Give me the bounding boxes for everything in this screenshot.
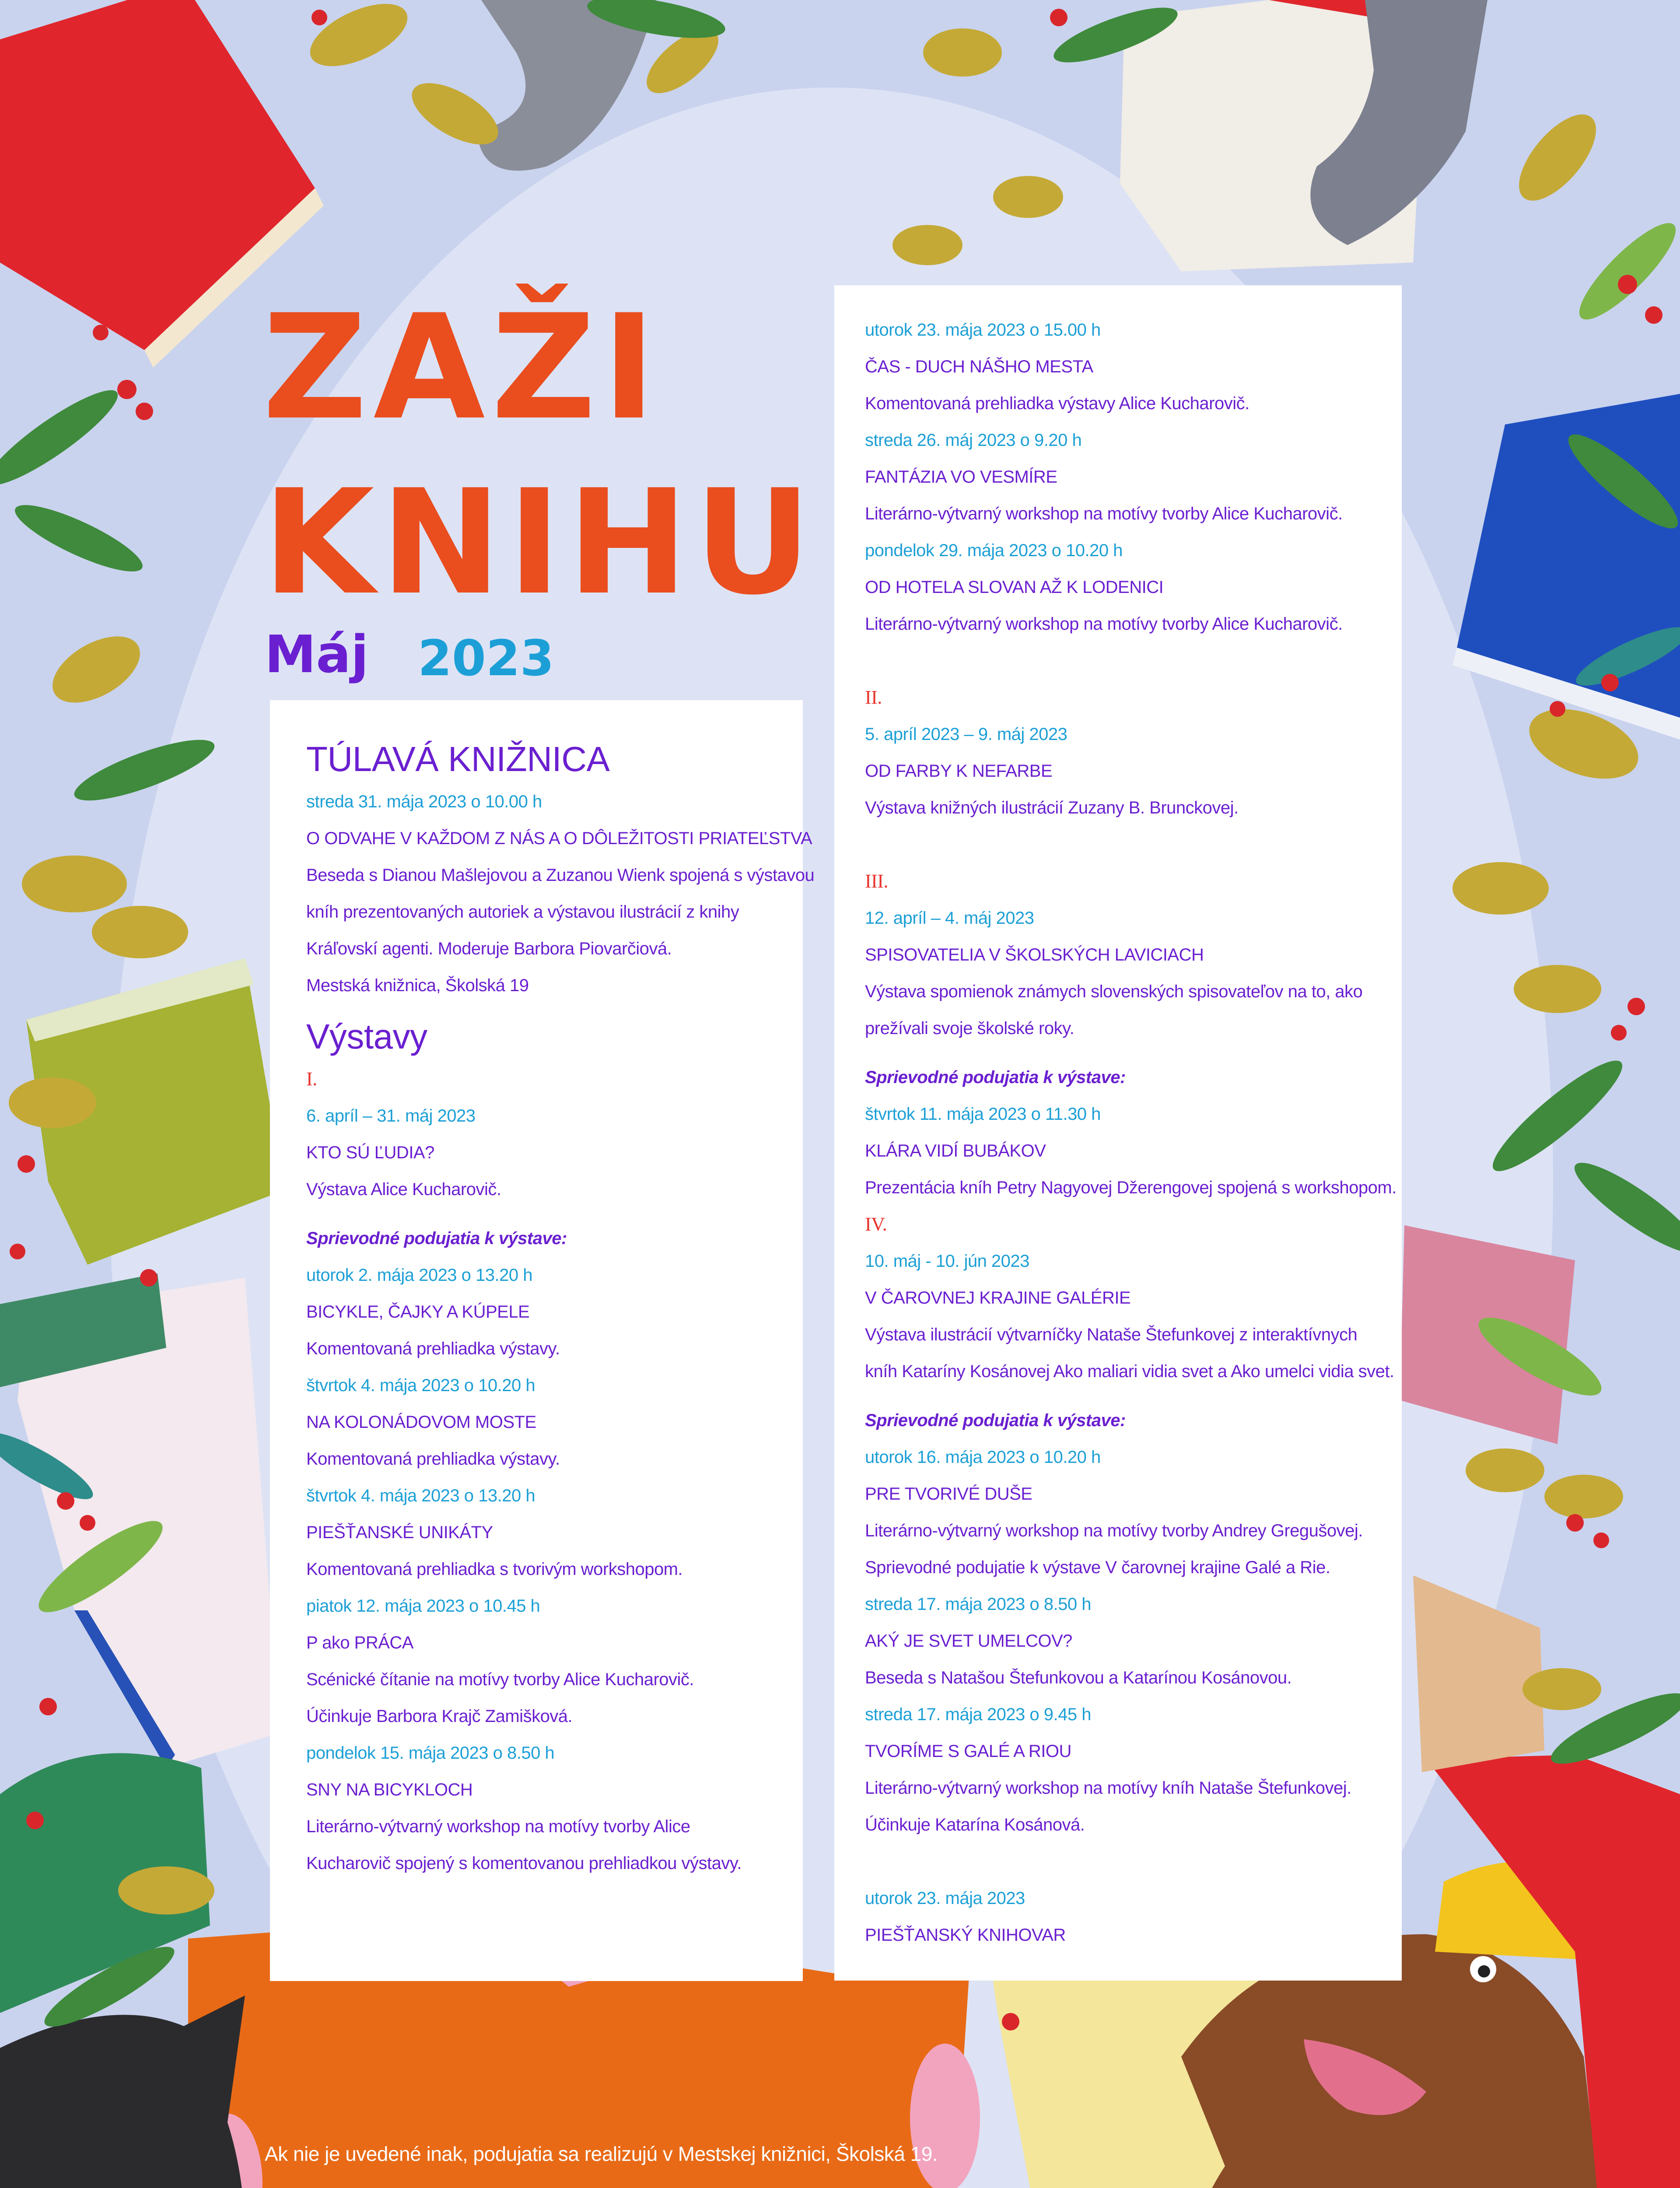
event-text: Sprievodné podujatie k výstave V čarovnej krajine Galé a Rie. [865,1558,1330,1577]
event-text: OD FARBY K NEFARBE [865,761,1053,781]
year-label: 2023 [418,630,554,687]
poster-title [262,280,831,630]
event-text: kníh prezentovaných autoriek a výstavou ilustrácií z knihy [306,902,739,922]
event-text: PRE TVORIVÉ DUŠE [865,1484,1032,1504]
event-text: Literárno-výtvarný workshop na motívy tvorby Andrey Gregušovej. [865,1521,1363,1540]
exhibition-number: I. [306,1068,317,1090]
exhibition-number: II. [865,687,882,708]
event-date: 5. apríl 2023 – 9. máj 2023 [865,725,1068,744]
event-text: AKÝ JE SVET UMELCOV? [865,1631,1072,1651]
event-text: KTO SÚ ĽUDIA? [306,1143,434,1162]
event-text: Komentovaná prehliadka výstavy Alice Kucharovič. [865,394,1250,413]
event-text: Účinkuje Barbora Krajč Zamišková. [306,1707,573,1726]
event-date: utorok 23. mája 2023 o 15.00 h [865,320,1101,340]
spacer [865,1390,1403,1402]
event-text: Literárno-výtvarný workshop na motívy tvorby Alice Kucharovič. [865,504,1343,523]
event-date: štvrtok 4. mája 2023 o 10.20 h [306,1376,536,1395]
event-text: ČAS - DUCH NÁŠHO MESTA [865,357,1093,376]
venue-note: Ak nie je uvedené inak, podujatia sa realizujú v Mestskej knižnici, Školská 19. [265,2142,938,2165]
accompanying-events-heading: Sprievodné podujatia k výstave: [865,1068,1126,1087]
event-text: Scénické čítanie na motívy tvorby Alice Kucharovič. [306,1670,694,1689]
event-text: Kráľovskí agenti. Moderuje Barbora Piovarčiová. [306,939,672,958]
accompanying-events-heading: Sprievodné podujatia k výstave: [306,1229,567,1248]
right-program-list [865,312,1403,1953]
event-text: FANTÁZIA VO VESMÍRE [865,467,1057,487]
event-date: utorok 2. mája 2023 o 13.20 h [306,1266,532,1285]
event-date: utorok 16. mája 2023 o 10.20 h [865,1448,1101,1467]
event-text: Mestská knižnica, Školská 19 [306,976,529,995]
left-program-list [306,783,815,1882]
exhibition-number: IV. [865,1213,887,1235]
event-date: streda 17. mája 2023 o 8.50 h [865,1595,1091,1614]
event-date: streda 26. máj 2023 o 9.20 h [865,431,1082,450]
event-text: BICYKLE, ČAJKY A KÚPELE [306,1302,530,1322]
event-text: PIEŠŤANSKÉ UNIKÁTY [306,1523,493,1542]
accompanying-events-heading: Sprievodné podujatia k výstave: [865,1411,1126,1430]
spacer [306,1208,805,1220]
event-text: Komentovaná prehliadka výstavy. [306,1449,560,1469]
event-text: NA KOLONÁDOVOM MOSTE [306,1413,536,1432]
spacer [865,1047,1403,1059]
event-date: štvrtok 11. mája 2023 o 11.30 h [865,1105,1101,1124]
event-text: KLÁRA VIDÍ BUBÁKOV [865,1141,1046,1161]
exhibition-number: III. [865,870,888,892]
event-text: V ČAROVNEJ KRAJINE GALÉRIE [865,1288,1131,1308]
event-date: streda 17. mája 2023 o 9.45 h [865,1705,1091,1724]
event-text: kníh Kataríny Kosánovej Ako maliari vidia svet a Ako umelci vidia svet. [865,1362,1394,1381]
event-text: Literárno-výtvarný workshop na motívy kníh Nataše Štefunkovej. [865,1778,1351,1798]
event-date: utorok 23. mája 2023 [865,1889,1025,1908]
event-date: pondelok 29. mája 2023 o 10.20 h [865,541,1123,560]
event-text: Kucharovič spojený s komentovanou prehliadkou výstavy. [306,1854,742,1873]
event-text: Literárno-výtvarný workshop na motívy tvorby Alice Kucharovič. [865,614,1343,634]
section-heading: Výstavy [306,1017,427,1056]
section-title: TÚLAVÁ KNIŽNICA [306,740,610,778]
event-text: Výstava knižných ilustrácií Zuzany B. Brunckovej. [865,798,1239,817]
event-text: Výstava ilustrácií výtvarníčky Nataše Štefunkovej z interaktívnych [865,1325,1358,1344]
title-line-1: ZAŽI [262,284,662,452]
spacer [865,826,1403,863]
event-date: piatok 12. mája 2023 o 10.45 h [306,1596,540,1616]
event-text: SNY NA BICYKLOCH [306,1780,473,1799]
event-text: Výstava spomienok známych slovenských spisovateľov na to, ako [865,982,1363,1001]
event-text: Prezentácia kníh Petry Nagyovej Džerengovej spojená s workshopom. [865,1178,1396,1197]
event-date: streda 31. mája 2023 o 10.00 h [306,792,542,811]
event-date: štvrtok 4. mája 2023 o 13.20 h [306,1486,536,1505]
event-date: pondelok 15. mája 2023 o 8.50 h [306,1743,555,1763]
event-text: PIEŠŤANSKÝ KNIHOVAR [865,1925,1066,1945]
event-text: Výstava Alice Kucharovič. [306,1180,501,1199]
event-text: Beseda s Natašou Štefunkovou a Katarínou Kosánovou. [865,1668,1292,1687]
spacer [865,642,1403,679]
event-text: prežívali svoje školské roky. [865,1019,1074,1038]
event-text: Komentovaná prehliadka s tvorivým workshopom. [306,1560,683,1579]
event-text: Komentovaná prehliadka výstavy. [306,1339,560,1358]
event-text: TVORÍME S GALÉ A RIOU [865,1742,1071,1761]
event-text: Literárno-výtvarný workshop na motívy tvorby Alice [306,1817,690,1836]
left-column-content [306,735,815,1882]
event-text: OD HOTELA SLOVAN AŽ K LODENICI [865,578,1164,597]
event-date: 12. apríl – 4. máj 2023 [865,908,1034,928]
month-label: Máj [265,624,369,684]
event-text: Beseda s Dianou Mašlejovou a Zuzanou Wienk spojená s výstavou [306,866,815,885]
event-text: P ako PRÁCA [306,1633,413,1652]
event-date: 6. apríl – 31. máj 2023 [306,1106,476,1126]
title-line-2: KNIHU [262,459,818,627]
event-text: Účinkuje Katarína Kosánová. [865,1815,1085,1834]
event-text: O ODVAHE V KAŽDOM Z NÁS A O DÔLEŽITOSTI PRIATEĽSTVA [306,829,812,848]
event-date: 10. máj - 10. jún 2023 [865,1252,1029,1271]
spacer [865,1843,1403,1880]
right-column-content [865,312,1403,1953]
event-text: SPISOVATELIA V ŠKOLSKÝCH LAVICIACH [865,945,1204,964]
